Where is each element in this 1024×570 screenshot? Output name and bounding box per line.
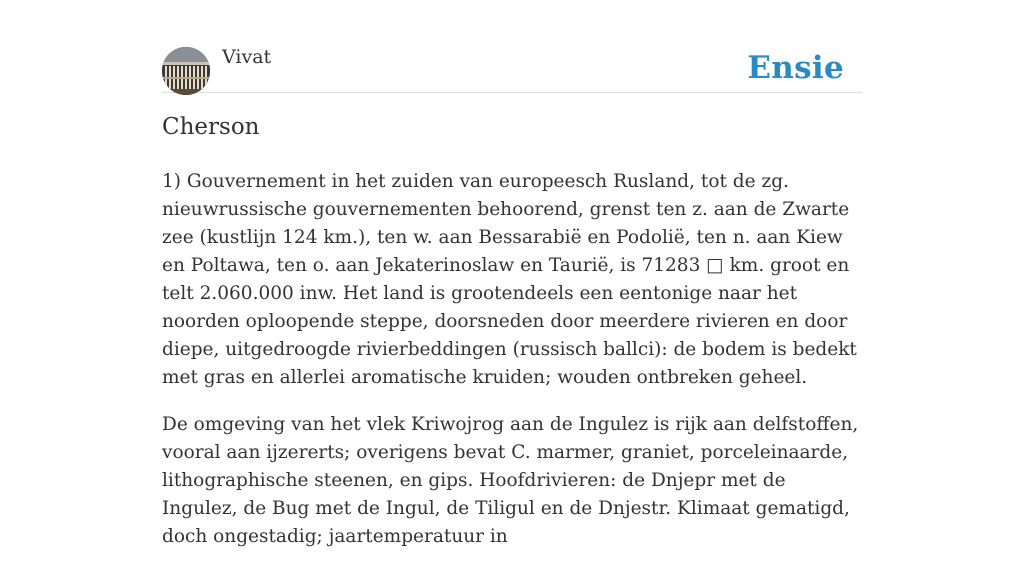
page xyxy=(162,0,862,547)
page-title: Cherson xyxy=(162,114,260,140)
article-body xyxy=(162,168,862,570)
paragraph: De omgeving van het vlek Kriwojrog aan de Ingulez is rijk aan delfstoffen, vooral aan ijzererts; overigens bevat C. marmer, graniet, porceleinaarde, lithographische steenen, en gips. Hoofdrivieren: de Dnjepr met de Ingulez, de Bug met de Ingul, de Tiligul en de Dnjestr. Klimaat gematigd, doch ongestadig; jaartemperatuur in xyxy=(162,414,859,547)
paragraph: 1) Gouvernement in het zuiden van europeesch Rusland, tot de zg. nieuwrussische gouvernementen behoorend, grenst ten z. aan de Zwarte zee (kustlijn 124 km.), ten w. aan Bessarabië en Podolië, ten n. aan Kiew en Poltawa, ten o. aan Jekaterinoslaw en Taurië, is 71283 □ km. groot en telt 2.060.000 inw. Het land is grootendeels een eentonige naar het noorden oploopende steppe, doorsneden door meerdere rivieren en door diepe, uitgedroogde rivierbeddingen (russisch ballci): de bodem is bedekt met gras en allerlei aromatische kruiden; wouden ontbreken geheel. xyxy=(162,171,857,388)
author-name[interactable]: Vivat xyxy=(222,46,272,68)
site-logo[interactable]: Ensie xyxy=(747,50,844,86)
avatar-image-icon xyxy=(162,47,210,95)
header xyxy=(162,0,862,93)
avatar[interactable] xyxy=(162,47,210,95)
